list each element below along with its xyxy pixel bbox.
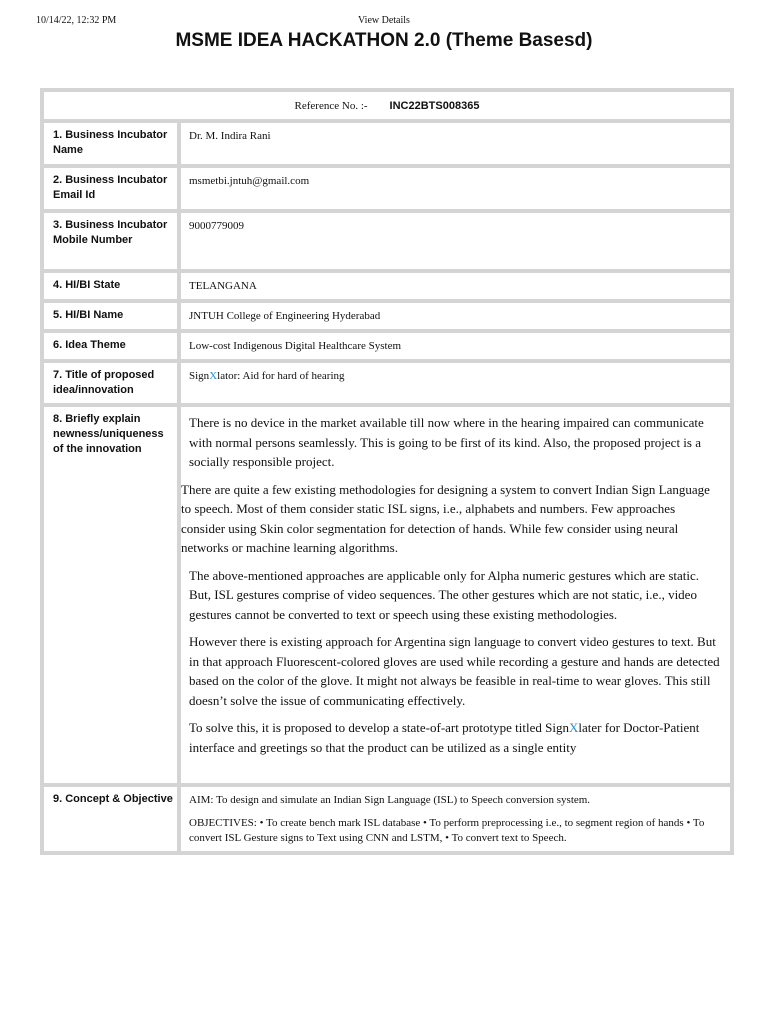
table-row (42, 405, 732, 785)
print-page-title: View Details (358, 15, 410, 26)
incubator-email: msmetbi.jntuh@gmail.com (179, 166, 732, 211)
reference-cell (42, 90, 732, 121)
row-label: 6. Idea Theme (42, 331, 179, 361)
idea-title-part: Sign (189, 370, 210, 382)
reference-row (42, 90, 732, 121)
concept-objective (179, 785, 732, 853)
table-row (42, 785, 732, 853)
idea-theme: Low-cost Indigenous Digital Healthcare System (179, 331, 732, 361)
idea-title-part: lator: Aid for hard of hearing (217, 370, 345, 382)
row-label: 5. HI/BI Name (42, 301, 179, 331)
document-title: MSME IDEA HACKATHON 2.0 (Theme Basesd) (175, 30, 593, 51)
hibi-state: TELANGANA (179, 271, 732, 301)
paragraph-part: later for Doctor-Patient interface and greetings so that the product can be utilized as a single entity (189, 720, 700, 755)
hibi-name: JNTUH College of Engineering Hyderabad (179, 301, 732, 331)
row-label: 1. Business Incubator Name (42, 121, 179, 166)
row-label: 9. Concept & Objective (42, 785, 179, 853)
table-row (42, 271, 732, 301)
row-label: 7. Title of proposed idea/innovation (42, 361, 179, 405)
print-datetime: 10/14/22, 12:32 PM (36, 15, 117, 26)
idea-title (179, 361, 732, 405)
paragraph: There is no device in the market available till now where in the hearing impaired can communicate with normal persons seamlessly. This is going to be first of its kind. Also, the proposed project is a socially responsible project. (189, 415, 704, 469)
details-table (40, 88, 734, 855)
table-row (42, 211, 732, 271)
row-label: 4. HI/BI State (42, 271, 179, 301)
paragraph: The above-mentioned approaches are applicable only for Alpha numeric gestures which are static. But, ISL gestures comprise of video sequences. The other gestures which are not static, i.e., video gestures cannot be converted to text or speech using these existing methodologies. (189, 567, 700, 622)
incubator-mobile: 9000779009 (179, 211, 732, 271)
paragraph: However there is existing approach for Argentina sign language to convert video gestures to text. But in that approach Fluorescent-colored gloves are used while recording a gesture and hands are detected based on the color of the glove. It might not always be feasible in real-time to wear gloves. This still doesn’t solve the issue of communicating effectively. (189, 634, 720, 708)
row-label: 2. Business Incubator Email Id (42, 166, 179, 211)
table-row (42, 121, 732, 166)
row-label: 8. Briefly explain newness/uniqueness of the innovation (42, 405, 179, 785)
paragraph-x: X (569, 720, 579, 735)
incubator-name: Dr. M. Indira Rani (179, 121, 732, 166)
table-row (42, 301, 732, 331)
aim-text: AIM: To design and simulate an Indian Sign Language (ISL) to Speech conversion system. (189, 794, 591, 806)
reference-label: Reference No. :- (294, 99, 368, 112)
newness-description (179, 405, 732, 785)
paragraph: There are quite a few existing methodologies for designing a system to convert Indian Sign Language to speech. Most of them consider static ISL signs, i.e., alphabets and numbers. Few approaches consider using Skin color segmentation for detection of hands. While few consider using neural networks or machine learning algorithms. (181, 481, 710, 555)
reference-value: INC22BTS008365 (389, 99, 480, 112)
table-row (42, 361, 732, 405)
paragraph-part: To solve this, it is proposed to develop a state-of-art prototype titled Sign (189, 720, 569, 735)
objectives-text: OBJECTIVES: • To create bench mark ISL database • To perform preprocessing i.e., to segment region of hands • To convert ISL Gesture signs to Text using CNN and LSTM, • To convert text to Speech. (189, 817, 705, 844)
row-label: 3. Business Incubator Mobile Number (42, 211, 179, 271)
table-row (42, 166, 732, 211)
idea-title-x: X (209, 370, 218, 382)
table-row (42, 331, 732, 361)
paragraph (181, 718, 720, 757)
